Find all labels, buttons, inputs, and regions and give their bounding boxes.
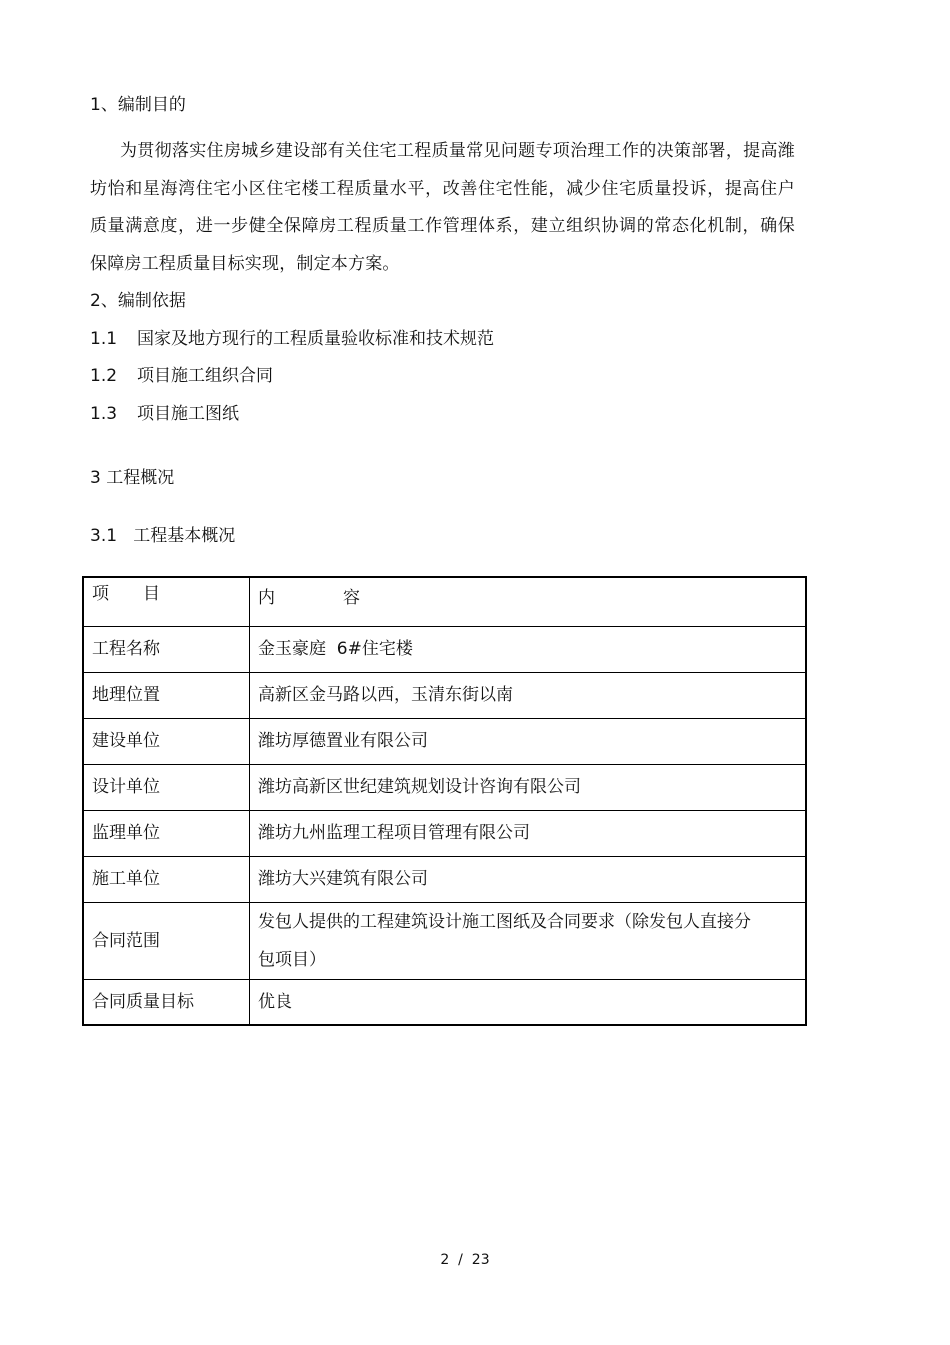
table-row: [83, 764, 806, 810]
row-value: 潍坊厚德置业有限公司: [250, 718, 807, 764]
row-value: 潍坊大兴建筑有限公司: [250, 856, 807, 902]
table-header-content: 内 容: [250, 577, 807, 626]
row-value: 优良: [250, 979, 807, 1025]
basis-item-number: 1.3: [90, 404, 118, 424]
basis-item-text: 项目施工组织合同: [137, 366, 273, 386]
row-value: 高新区金马路以西，玉清东街以南: [250, 672, 807, 718]
table-header-item: 项 目: [83, 577, 250, 626]
row-value: 潍坊高新区世纪建筑规划设计咨询有限公司: [250, 764, 807, 810]
project-overview-table: [82, 576, 807, 1026]
table-row: [83, 718, 806, 764]
table-row: [83, 810, 806, 856]
table-row: [83, 856, 806, 902]
section-3-heading: 3 工程概况: [90, 468, 175, 488]
basis-item-text: 项目施工图纸: [137, 404, 239, 424]
basis-item-2: [90, 365, 273, 387]
table-row: [83, 672, 806, 718]
row-label: 监理单位: [83, 810, 250, 856]
row-label: 建设单位: [83, 718, 250, 764]
basis-item-number: 1.2: [90, 366, 118, 386]
table-header-row: [83, 577, 806, 626]
table-row: [83, 626, 806, 672]
basis-item-3: [90, 403, 239, 425]
row-value: 潍坊九州监理工程项目管理有限公司: [250, 810, 807, 856]
row-label: 工程名称: [83, 626, 250, 672]
table-row: [83, 979, 806, 1025]
row-label: 设计单位: [83, 764, 250, 810]
section-1-heading: 1、编制目的: [90, 95, 186, 115]
section-2-heading: 2、编制依据: [90, 291, 186, 311]
basis-item-text: 国家及地方现行的工程质量验收标准和技术规范: [137, 329, 494, 349]
row-label: 地理位置: [83, 672, 250, 718]
basis-item-number: 1.1: [90, 329, 118, 349]
row-label: 合同范围: [83, 902, 250, 979]
row-label: 合同质量目标: [83, 979, 250, 1025]
basis-item-1: [90, 328, 494, 350]
table-row: [83, 902, 806, 979]
section-1-paragraph: 为贯彻落实住房城乡建设部有关住宅工程质量常见问题专项治理工作的决策部署，提高潍坊怡和星海湾住宅小区住宅楼工程质量水平，改善住宅性能，减少住宅质量投诉，提高住户质量满意度，进一步健全保障房工程质量工作管理体系，建立组织协调的常态化机制，确保保障房工程质量目标实现，制定本方案。: [90, 141, 795, 274]
section-3-1-heading: 3.1 工程基本概况: [90, 526, 236, 546]
row-value: 发包人提供的工程建筑设计施工图纸及合同要求（除发包人直接分包项目）: [250, 902, 807, 979]
row-value: 金玉豪庭 6#住宅楼: [250, 626, 807, 672]
page-number: 2 / 23: [440, 1252, 490, 1268]
row-label: 施工单位: [83, 856, 250, 902]
